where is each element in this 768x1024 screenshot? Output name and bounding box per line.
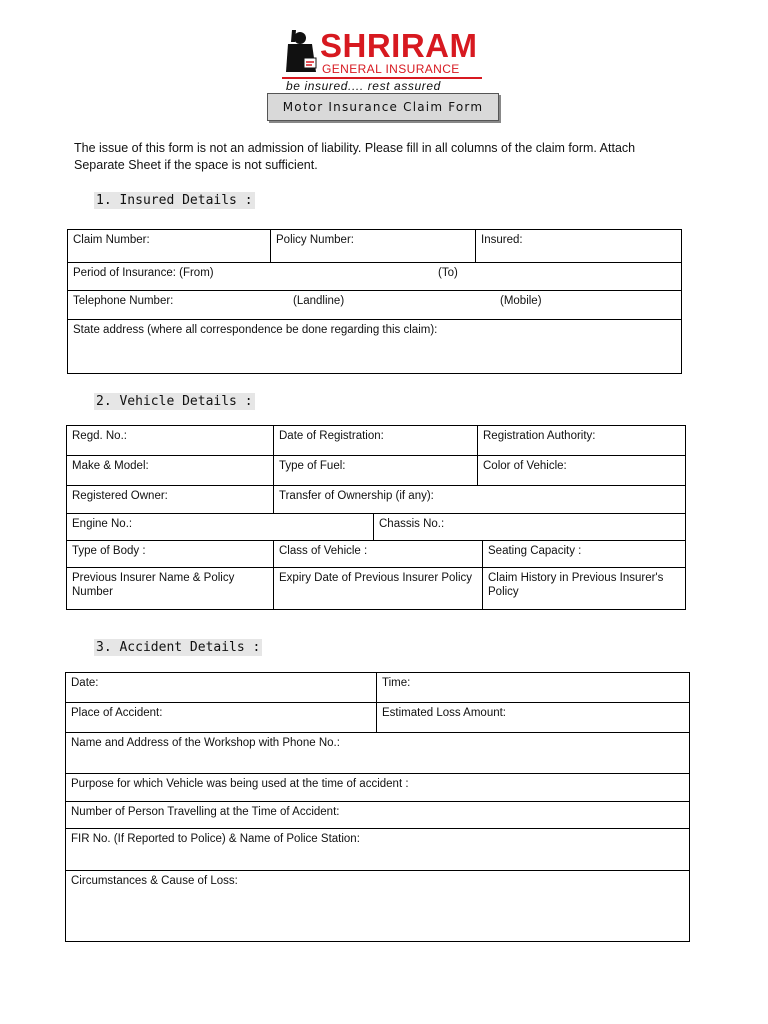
brand-tagline: be insured.... rest assured [286,79,441,93]
estimated-loss-amount-field[interactable]: Estimated Loss Amount: [377,703,690,733]
workshop-details-field[interactable]: Name and Address of the Workshop with Phone No.: [66,733,690,774]
brand-subtitle: GENERAL INSURANCE [322,62,460,76]
form-title: Motor Insurance Claim Form [267,93,499,121]
insured-field[interactable]: Insured: [476,230,682,263]
circumstances-field[interactable]: Circumstances & Cause of Loss: [66,871,690,942]
claim-number-field[interactable]: Claim Number: [68,230,271,263]
state-address-field[interactable]: State address (where all correspondence be done regarding this claim): [68,320,682,374]
accident-details-table [65,672,690,942]
section-heading-accident: 3. Accident Details : [96,640,261,655]
claim-history-field[interactable]: Claim History in Previous Insurer's Policy [483,568,686,610]
landline-label: (Landline) [293,295,345,307]
color-of-vehicle-field[interactable]: Color of Vehicle: [478,456,686,486]
chassis-no-field[interactable]: Chassis No.: [374,514,686,541]
section-heading-vehicle: 2. Vehicle Details : [96,394,253,409]
fir-details-field[interactable]: FIR No. (If Reported to Police) & Name of Police Station: [66,829,690,871]
engine-no-field[interactable]: Engine No.: [67,514,374,541]
telephone-label: Telephone Number: [73,295,174,307]
purpose-of-use-field[interactable]: Purpose for which Vehicle was being used at the time of accident : [66,774,690,802]
mascot-figure-icon [278,28,322,78]
brand-name: SHRIRAM [320,27,478,64]
place-of-accident-field[interactable]: Place of Accident: [66,703,377,733]
type-of-body-field[interactable]: Type of Body : [67,541,274,568]
vehicle-details-table [66,425,686,610]
transfer-of-ownership-field[interactable]: Transfer of Ownership (if any): [274,486,686,514]
class-of-vehicle-field[interactable]: Class of Vehicle : [274,541,483,568]
period-to-label: (To) [438,267,458,279]
period-of-insurance-field[interactable] [68,263,682,291]
previous-insurer-field[interactable]: Previous Insurer Name & Policy Number [67,568,274,610]
period-from-label: Period of Insurance: (From) [73,267,214,279]
accident-time-field[interactable]: Time: [377,673,690,703]
registration-authority-field[interactable]: Registration Authority: [478,426,686,456]
date-of-registration-field[interactable]: Date of Registration: [274,426,478,456]
seating-capacity-field[interactable]: Seating Capacity : [483,541,686,568]
telephone-number-field[interactable] [68,291,682,320]
insured-details-table [67,229,682,374]
policy-number-field[interactable]: Policy Number: [271,230,476,263]
make-model-field[interactable]: Make & Model: [67,456,274,486]
type-of-fuel-field[interactable]: Type of Fuel: [274,456,478,486]
section-heading-insured: 1. Insured Details : [96,193,253,208]
mobile-label: (Mobile) [500,295,542,307]
intro-text: The issue of this form is not an admission of liability. Please fill in all columns of the claim form. Attach Separate Sheet if the space is not sufficient. [74,141,636,172]
persons-travelling-field[interactable]: Number of Person Travelling at the Time of Accident: [66,802,690,829]
registered-owner-field[interactable]: Registered Owner: [67,486,274,514]
company-logo [278,28,483,94]
regd-no-field[interactable]: Regd. No.: [67,426,274,456]
accident-date-field[interactable]: Date: [66,673,377,703]
expiry-date-previous-policy-field[interactable]: Expiry Date of Previous Insurer Policy [274,568,483,610]
